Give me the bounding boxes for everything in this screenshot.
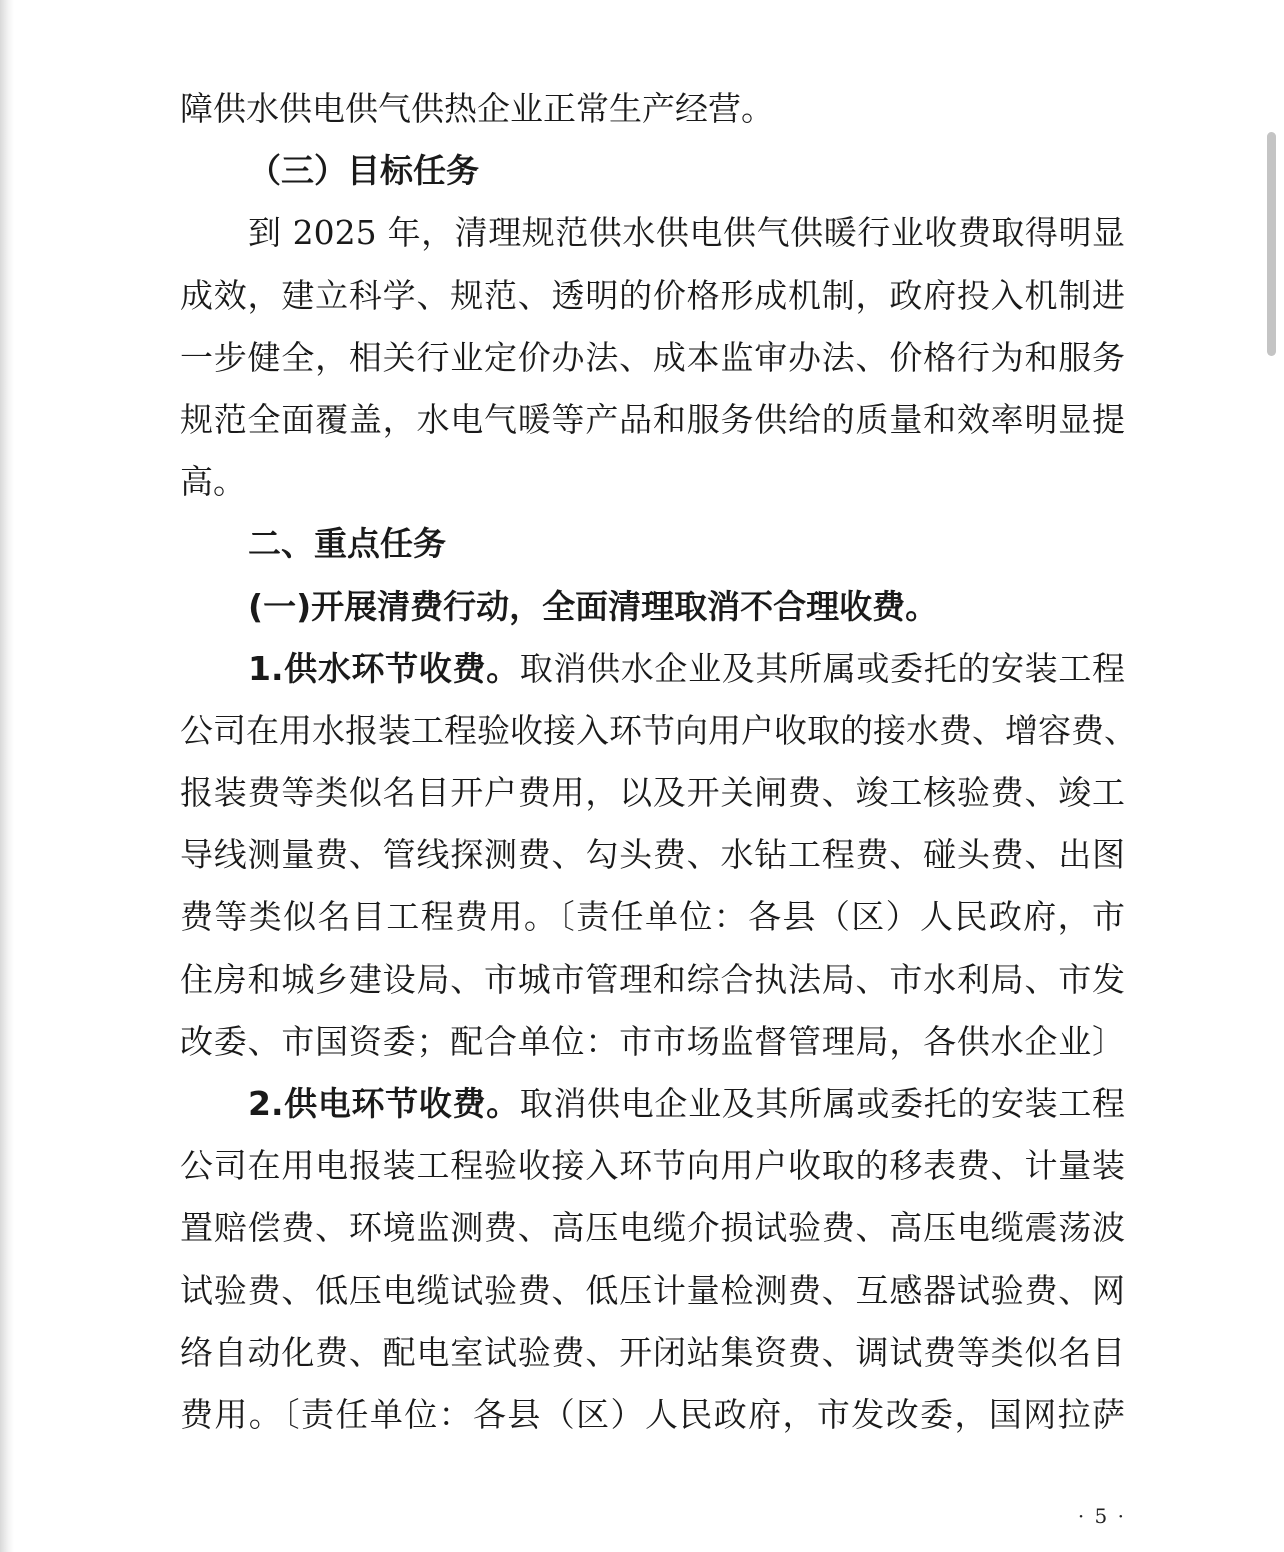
paragraph-line: 住房和城乡建设局、市城市管理和综合执法局、市水利局、市发 [180, 959, 1125, 999]
item-text: 取消供电企业及其所属或委托的安装工程 [519, 1084, 1126, 1123]
paragraph-line: 置赔偿费、环境监测费、高压电缆介损试验费、高压电缆震荡波 [180, 1208, 1125, 1248]
document-body [180, 78, 1160, 1446]
paragraph-line: 公司在用电报装工程验收接入环节向用户收取的移表费、计量装 [180, 1146, 1125, 1186]
page-left-edge [0, 0, 14, 1552]
item-heading-water-fees: 1.供水环节收费。 [248, 648, 520, 688]
item-heading-power-fees: 2.供电环节收费。 [248, 1084, 520, 1123]
paragraph-line: 到 2025 年，清理规范供水供电供气供暖行业收费取得明显 [248, 213, 1125, 253]
scrollbar-track[interactable] [1262, 0, 1284, 1552]
paragraph-line: 公司在用水报装工程验收接入环节向用户收取的接水费、增容费、 [180, 710, 1137, 750]
paragraph-line-item-1 [180, 638, 1125, 700]
paragraph-line: 障供水供电供气供热企业正常生产经营。 [180, 89, 774, 128]
section-heading-key-tasks: 二、重点任务 [248, 524, 446, 564]
page-number: · 5 · [1077, 1504, 1126, 1528]
paragraph-line: 导线测量费、管线探测费、勾头费、水钻工程费、碰头费、出图 [180, 835, 1125, 875]
paragraph-line: 报装费等类似名目开户费用，以及开关闸费、竣工核验费、竣工 [180, 773, 1125, 813]
subheading-fee-clearing: (一)开展清费行动，全面清理取消不合理收费。 [248, 586, 939, 626]
paragraph-line-item-2 [180, 1073, 1125, 1135]
item-text: 取消供水企业及其所属或委托的安装工程 [519, 648, 1126, 688]
paragraph-line: 费用。〔责任单位：各县（区）人民政府，市发改委，国网拉萨 [180, 1394, 1125, 1434]
paragraph-line: 规范全面覆盖，水电气暖等产品和服务供给的质量和效率明显提 [180, 399, 1125, 439]
paragraph-line: 高。 [180, 462, 246, 502]
paragraph-line: 试验费、低压电缆试验费、低压计量检测费、互感器试验费、网 [180, 1270, 1125, 1310]
paragraph-line: 一步健全，相关行业定价办法、成本监审办法、价格行为和服务 [180, 337, 1125, 377]
paragraph-line: 络自动化费、配电室试验费、开闭站集资费、调试费等类似名目 [180, 1332, 1125, 1372]
paragraph-line: 改委、市国资委；配合单位：市市场监督管理局，各供水企业〕 [180, 1021, 1125, 1061]
paragraph-line: 费等类似名目工程费用。〔责任单位：各县（区）人民政府，市 [180, 897, 1125, 937]
scrollbar-thumb[interactable] [1267, 132, 1276, 356]
subheading-target-tasks: （三）目标任务 [248, 151, 479, 191]
paragraph-line: 成效，建立科学、规范、透明的价格形成机制，政府投入机制进 [180, 275, 1125, 315]
